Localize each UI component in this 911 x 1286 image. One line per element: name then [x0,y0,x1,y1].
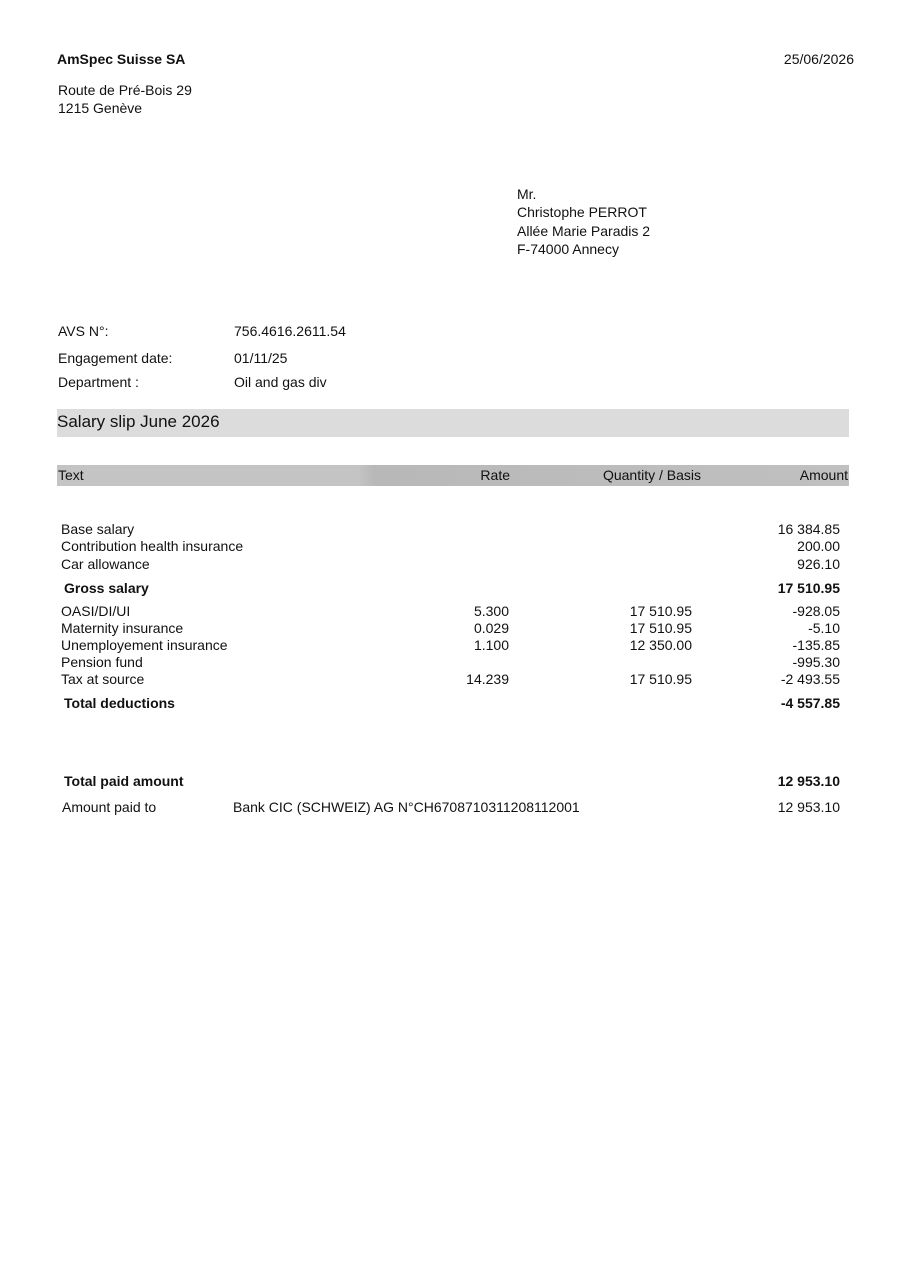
row-label: Pension fund [61,654,143,670]
row-quantity: 17 510.95 [629,603,692,619]
avs-value: 756.4616.2611.54 [234,323,346,339]
total-paid-amount: 12 953.10 [777,773,840,789]
recipient-street: Allée Marie Paradis 2 [517,223,651,239]
recipient-city: F-74000 Annecy [517,241,619,257]
total-deductions-amount: -4 557.85 [780,695,840,711]
row-rate: 14.239 [466,671,509,687]
slip-title-bar [57,409,849,437]
row-label: Unemployement insurance [61,637,228,653]
row-amount: -135.85 [792,637,840,653]
avs-label: AVS N°: [58,323,109,339]
header-text: Text [58,467,84,483]
paid-to-label: Amount paid to [62,799,157,815]
document-date: 25/06/2026 [783,51,854,67]
row-amount: 16 384.85 [777,521,840,537]
department-value: Oil and gas div [234,374,327,390]
total-deductions-label: Total deductions [64,695,175,711]
gross-salary-amount: 17 510.95 [777,580,840,596]
slip-title: Salary slip June 2026 [57,412,220,431]
row-rate: 0.029 [473,620,509,636]
department-label: Department : [58,374,139,390]
row-label: OASI/DI/UI [61,603,131,619]
row-amount: -5.10 [808,620,840,636]
total-paid-label: Total paid amount [64,773,184,789]
row-amount: 926.10 [797,556,840,572]
row-label: Base salary [61,521,135,537]
row-quantity: 12 350.00 [629,637,692,653]
row-label: Maternity insurance [61,620,184,636]
gross-salary-label: Gross salary [64,580,149,596]
row-quantity: 17 510.95 [629,620,692,636]
paid-to-bank: Bank CIC (SCHWEIZ) AG N°CH6708710311208112001 [233,799,580,815]
paid-to-amount: 12 953.10 [777,799,840,815]
company-name: AmSpec Suisse SA [57,51,186,67]
engagement-label: Engagement date: [58,350,173,366]
row-amount: -2 493.55 [780,671,840,687]
row-rate: 5.300 [473,603,509,619]
engagement-value: 01/11/25 [234,350,288,366]
row-amount: -995.30 [792,654,840,670]
row-label: Contribution health insurance [61,538,244,554]
header-quantity: Quantity / Basis [602,467,701,483]
row-label: Car allowance [61,556,150,572]
recipient-name: Christophe PERROT [517,204,647,220]
row-quantity: 17 510.95 [629,671,692,687]
row-rate: 1.100 [473,637,509,653]
header-amount: Amount [799,467,848,483]
header-rate: Rate [480,467,510,483]
recipient-title: Mr. [517,186,537,202]
company-address-line1: Route de Pré-Bois 29 [58,82,192,98]
company-address-line2: 1215 Genève [58,100,143,116]
table-header [57,465,849,486]
row-amount: 200.00 [797,538,840,554]
row-amount: -928.05 [792,603,840,619]
row-label: Tax at source [61,671,145,687]
